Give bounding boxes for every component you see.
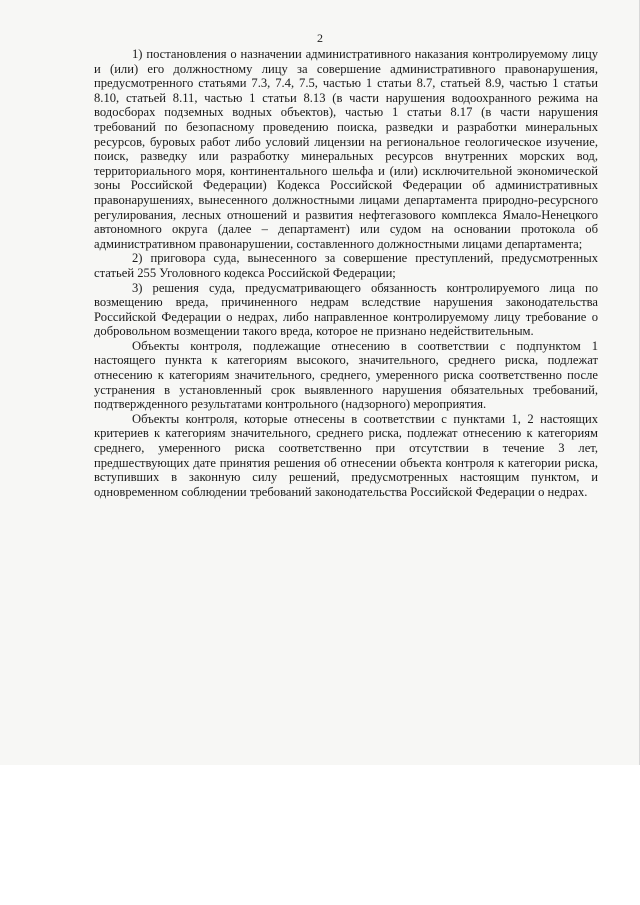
blank-area: [0, 765, 640, 905]
paragraph-item-1: 1) постановления о назначении административного наказания контролируемому лицу и (или) его должностному лицу за совершение административного правонарушения, предусмотренного статьями 7.3, 7.4, 7.5, частью 1 статьи 8.7, статьей 8.9, частью 1 статьи 8.10, статьей 8.11, частью 1 статьи 8.13 (в части нарушения водоохранного режима на водосборах подземных водных объектов), частью 1 статьи 8.17 (в части нарушения требований по безопасному проведению поиска, разведки и разработки минеральных ресурсов, буровых работ либо условий лицензии на региональное геологическое изучение, поиск, разведку или разработку минеральных ресурсов внутренних морских вод, территориального моря, континентального шельфа и (или) исключительной экономической зоны Российской Федерации) Кодекса Российской Федерации об административных правонарушениях, вынесенного должностными лицами департамента природно-ресурсного регулирования, лесных отношений и развития нефтегазового комплекса Ямало-Ненецкого автономного округа (далее – департамент) или судом на основании протокола об административном правонарушении, составленного должностными лицами департамента;: [94, 47, 598, 251]
document-body: [94, 47, 598, 499]
paragraph-objects-three-years: Объекты контроля, которые отнесены в соответствии с пунктами 1, 2 настоящих критериев к категориям значительного, среднего риска, подлежат отнесению к категориям среднего, умеренного риска соответственно при отсутствии в течение 3 лет, предшествующих дате принятия решения об отнесении объекта контроля к категории риска, вступивших в законную силу решений, предусмотренных настоящим пунктом, и одновременном соблюдении требований законодательства Российской Федерации о недрах.: [94, 411, 598, 499]
page-number: 2: [317, 31, 323, 45]
paragraph-objects-reclassification: Объекты контроля, подлежащие отнесению в соответствии с подпунктом 1 настоящего пункта к категориям высокого, значительного, среднего риска, подлежат отнесению к категориям значительного, среднего, умеренного риска соответственно после устранения в установленный срок выявленного нарушения обязательных требований, подтвержденного результатами контрольного (надзорного) мероприятия.: [94, 338, 598, 412]
paragraph-item-2: 2) приговора суда, вынесенного за совершение преступлений, предусмотренных статьей 255 Уголовного кодекса Российской Федерации;: [94, 251, 598, 280]
paragraph-item-3: 3) решения суда, предусматривающего обязанность контролируемого лица по возмещению вреда, причиненного недрам вследствие нарушения законодательства Российской Федерации о недрах, либо направленное контролируемому лицу требование о добровольном возмещении такого вреда, которое не признано недействительным.: [94, 280, 598, 339]
